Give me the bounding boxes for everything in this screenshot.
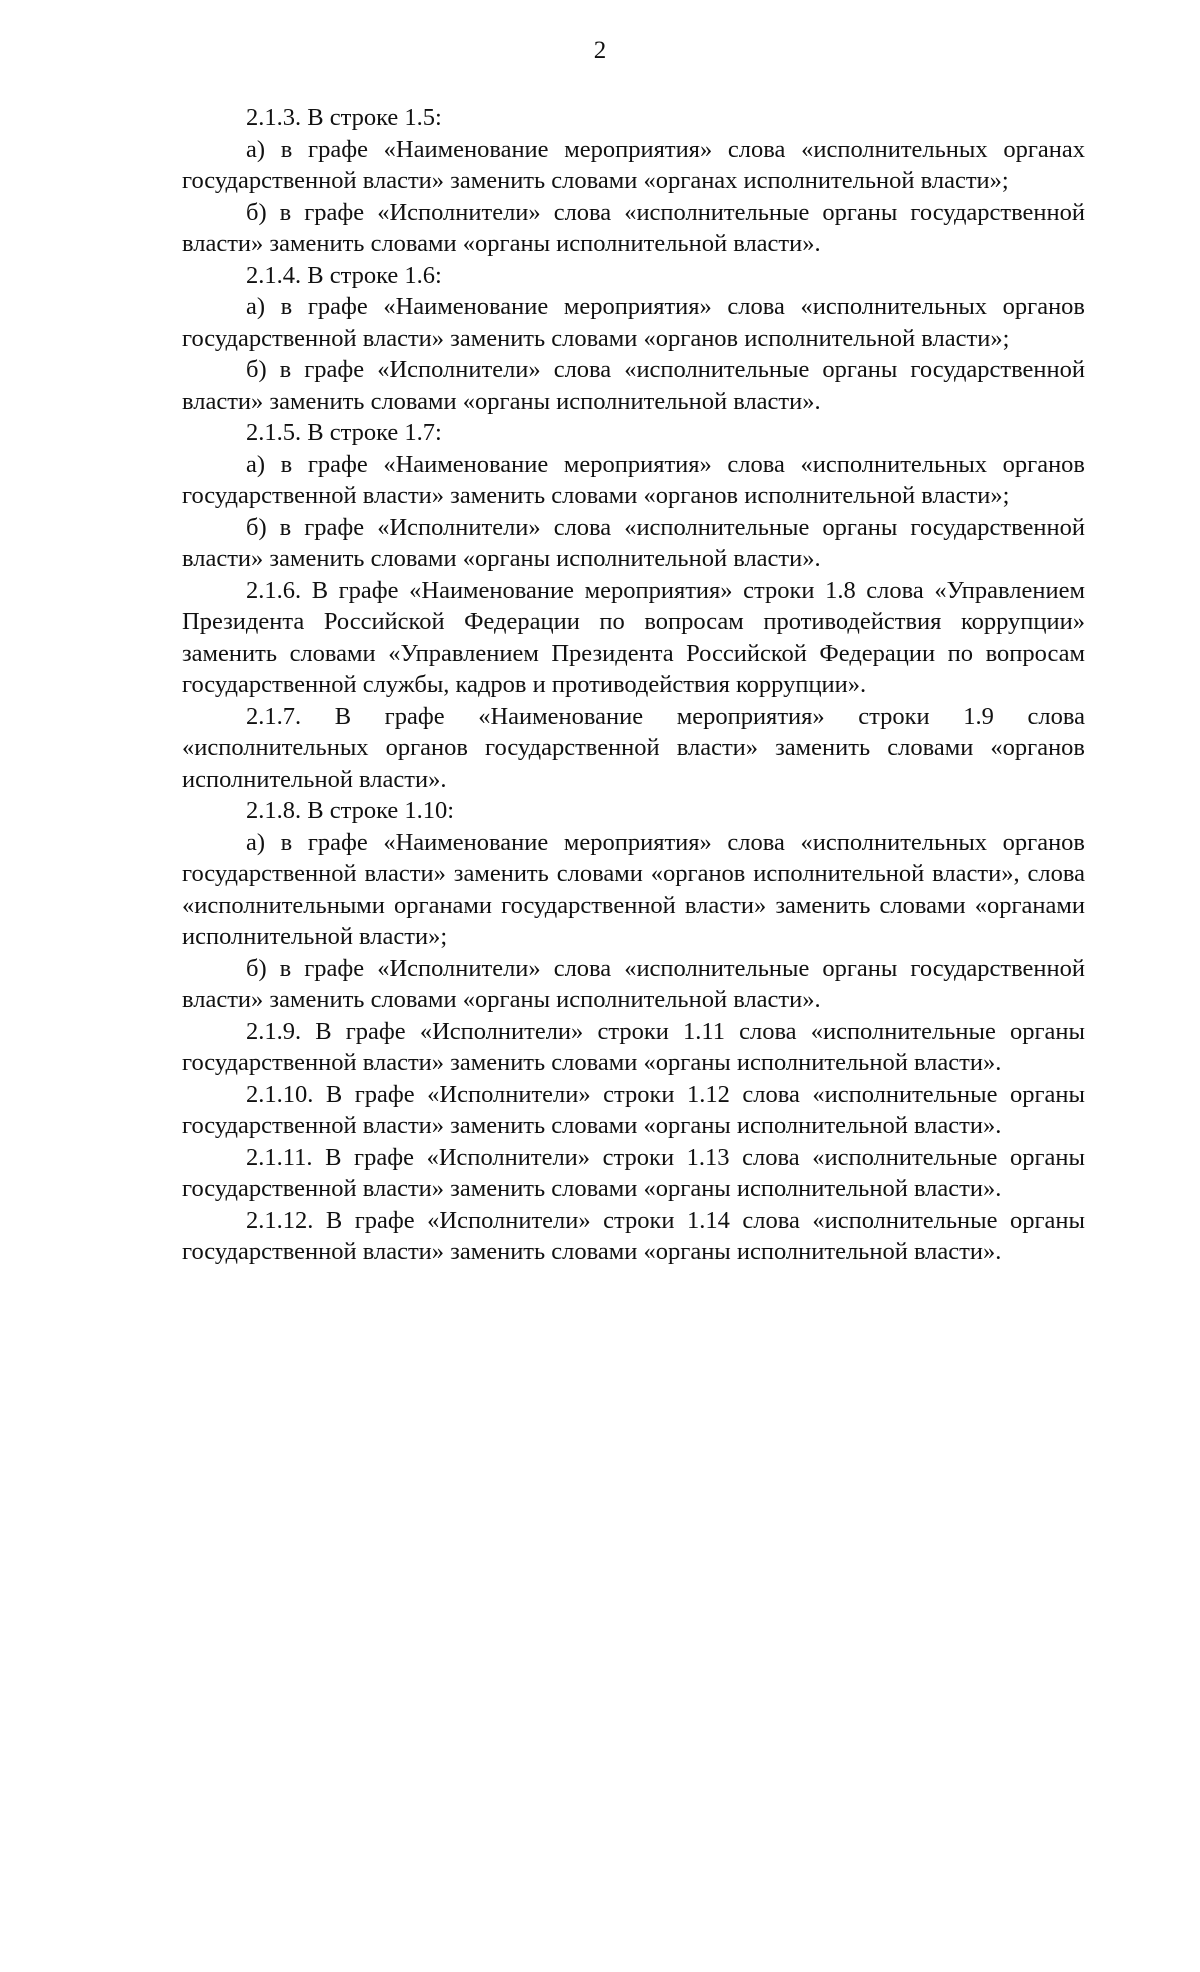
paragraph-2-1-4-heading: 2.1.4. В строке 1.6: — [246, 261, 442, 289]
paragraph-2-1-12: 2.1.12. В графе «Исполнители» строки 1.14 слова «исполнительные органы государственной власти» заменить словами «органы исполнительной власти». — [182, 1206, 1085, 1265]
paragraph-2-1-3-heading: 2.1.3. В строке 1.5: — [246, 104, 442, 131]
paragraph-2-1-8-b: б) в графе «Исполнители» слова «исполнительные органы государственной власти» заменить словами «органы исполнительной власти». — [182, 954, 1085, 1013]
paragraph-2-1-8-a: а) в графе «Наименование мероприятия» слова «исполнительных органов государственной власти» заменить словами «органов исполнительной власти», слова «исполнительными органами государственной власти» заменить словами «органами исполнительной власти»; — [182, 828, 1085, 950]
paragraph-2-1-10: 2.1.10. В графе «Исполнители» строки 1.12 слова «исполнительные органы государственной власти» заменить словами «органы исполнительной власти». — [182, 1080, 1085, 1139]
paragraph-2-1-9: 2.1.9. В графе «Исполнители» строки 1.11 слова «исполнительные органы государственной власти» заменить словами «органы исполнительной власти». — [182, 1017, 1085, 1076]
paragraph-2-1-6: 2.1.6. В графе «Наименование мероприятия» строки 1.8 слова «Управлением Президента Российской Федерации по вопросам противодействия коррупции» заменить словами «Управлением Президента Российской Федерации по вопросам государственной службы, кадров и противодействия коррупции». — [182, 576, 1085, 698]
document-body — [182, 102, 1085, 1268]
paragraph-2-1-4-a: а) в графе «Наименование мероприятия» слова «исполнительных органов государственной власти» заменить словами «органов исполнительной власти»; — [182, 293, 1085, 352]
paragraph-2-1-7: 2.1.7. В графе «Наименование мероприятия» строки 1.9 слова «исполнительных органов государственной власти» заменить словами «органов исполнительной власти». — [182, 702, 1085, 793]
paragraph-2-1-8-heading: 2.1.8. В строке 1.10: — [246, 797, 455, 824]
paragraph-2-1-3-b: б) в графе «Исполнители» слова «исполнительные органы государственной власти» заменить словами «органы исполнительной власти». — [182, 198, 1085, 257]
paragraph-2-1-11: 2.1.11. В графе «Исполнители» строки 1.13 слова «исполнительные органы государственной власти» заменить словами «органы исполнительной власти». — [182, 1143, 1085, 1202]
paragraph-2-1-5-heading: 2.1.5. В строке 1.7: — [246, 419, 442, 446]
paragraph-2-1-5-b: б) в графе «Исполнители» слова «исполнительные органы государственной власти» заменить словами «органы исполнительной власти». — [182, 513, 1085, 572]
paragraph-2-1-4-b: б) в графе «Исполнители» слова «исполнительные органы государственной власти» заменить словами «органы исполнительной власти». — [182, 356, 1085, 415]
paragraph-2-1-5-a: а) в графе «Наименование мероприятия» слова «исполнительных органов государственной власти» заменить словами «органов исполнительной власти»; — [182, 450, 1085, 509]
page-number: 2 — [593, 37, 607, 64]
paragraph-2-1-3-a: а) в графе «Наименование мероприятия» слова «исполнительных органах государственной власти» заменить словами «органах исполнительной власти»; — [182, 135, 1085, 194]
